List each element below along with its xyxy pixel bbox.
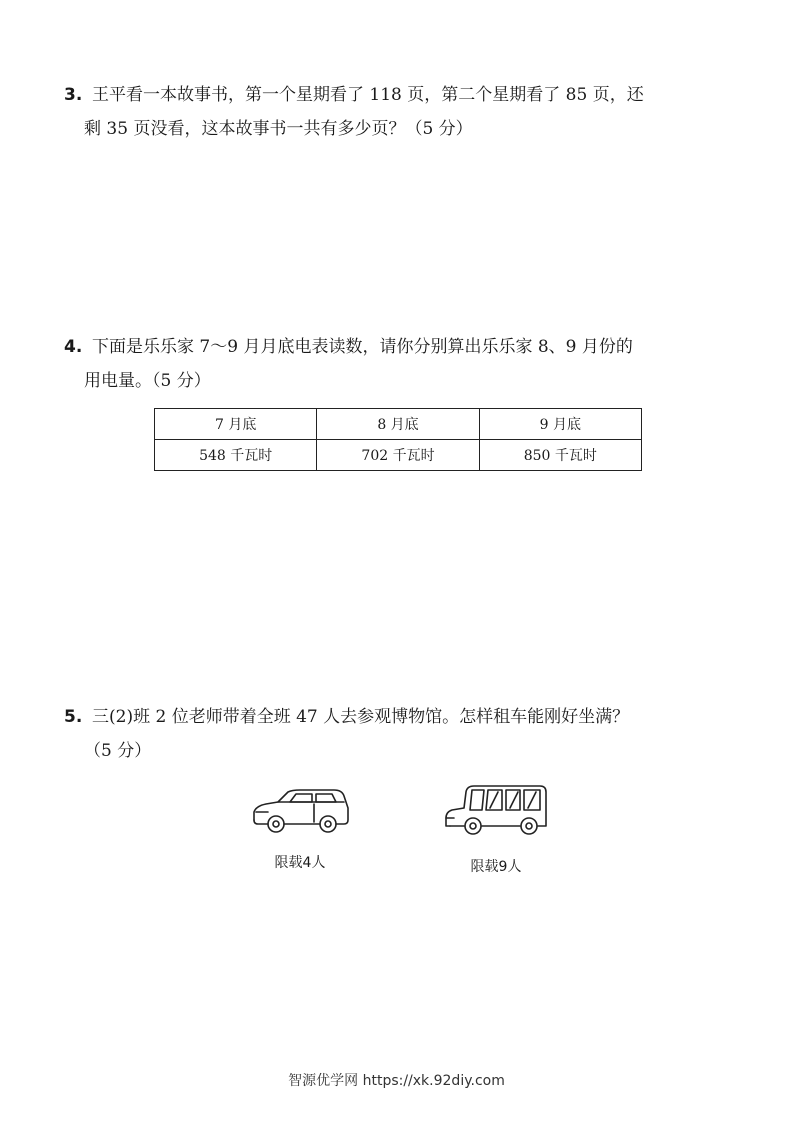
car-capacity-label: 限载4人 (274, 855, 326, 871)
question-text-line-2: 用电量。（5 分） (84, 371, 211, 391)
van-icon (440, 782, 552, 842)
question-text-line-1: 王平看一本故事书，第一个星期看了 118 页，第二个星期看了 85 页，还 (92, 85, 644, 105)
table-header-cell: 7 月底 (155, 409, 317, 440)
table-header-cell: 8 月底 (317, 409, 479, 440)
table-header-row (155, 409, 642, 440)
question-number: 4. (64, 337, 83, 357)
question-text-line-2: 剩 35 页没看，这本故事书一共有多少页？（5 分） (84, 119, 473, 139)
table-cell: 850 千瓦时 (479, 440, 641, 471)
table-header-cell: 9 月底 (479, 409, 641, 440)
question-number: 3. (64, 85, 83, 105)
question-4 (64, 330, 724, 398)
question-5 (64, 700, 724, 768)
van-capacity-label: 限载9人 (470, 859, 522, 875)
footer-watermark: 智源优学网 https://xk.92diy.com (288, 1073, 505, 1089)
question-number: 5. (64, 707, 83, 727)
question-text-line-1: 下面是乐乐家 7～9 月月底电表读数，请你分别算出乐乐家 8、9 月份的 (92, 337, 633, 357)
question-3 (64, 78, 724, 146)
table-cell: 702 千瓦时 (317, 440, 479, 471)
meter-reading-table (154, 408, 642, 471)
question-text-line-2: （5 分） (84, 741, 152, 761)
bus-option (436, 782, 556, 876)
car-icon (248, 782, 352, 838)
table-cell: 548 千瓦时 (155, 440, 317, 471)
car-option (244, 782, 356, 872)
question-text-line-1: 三(2)班 2 位老师带着全班 47 人去参观博物馆。怎样租车能刚好坐满？ (92, 707, 630, 727)
table-row (155, 440, 642, 471)
